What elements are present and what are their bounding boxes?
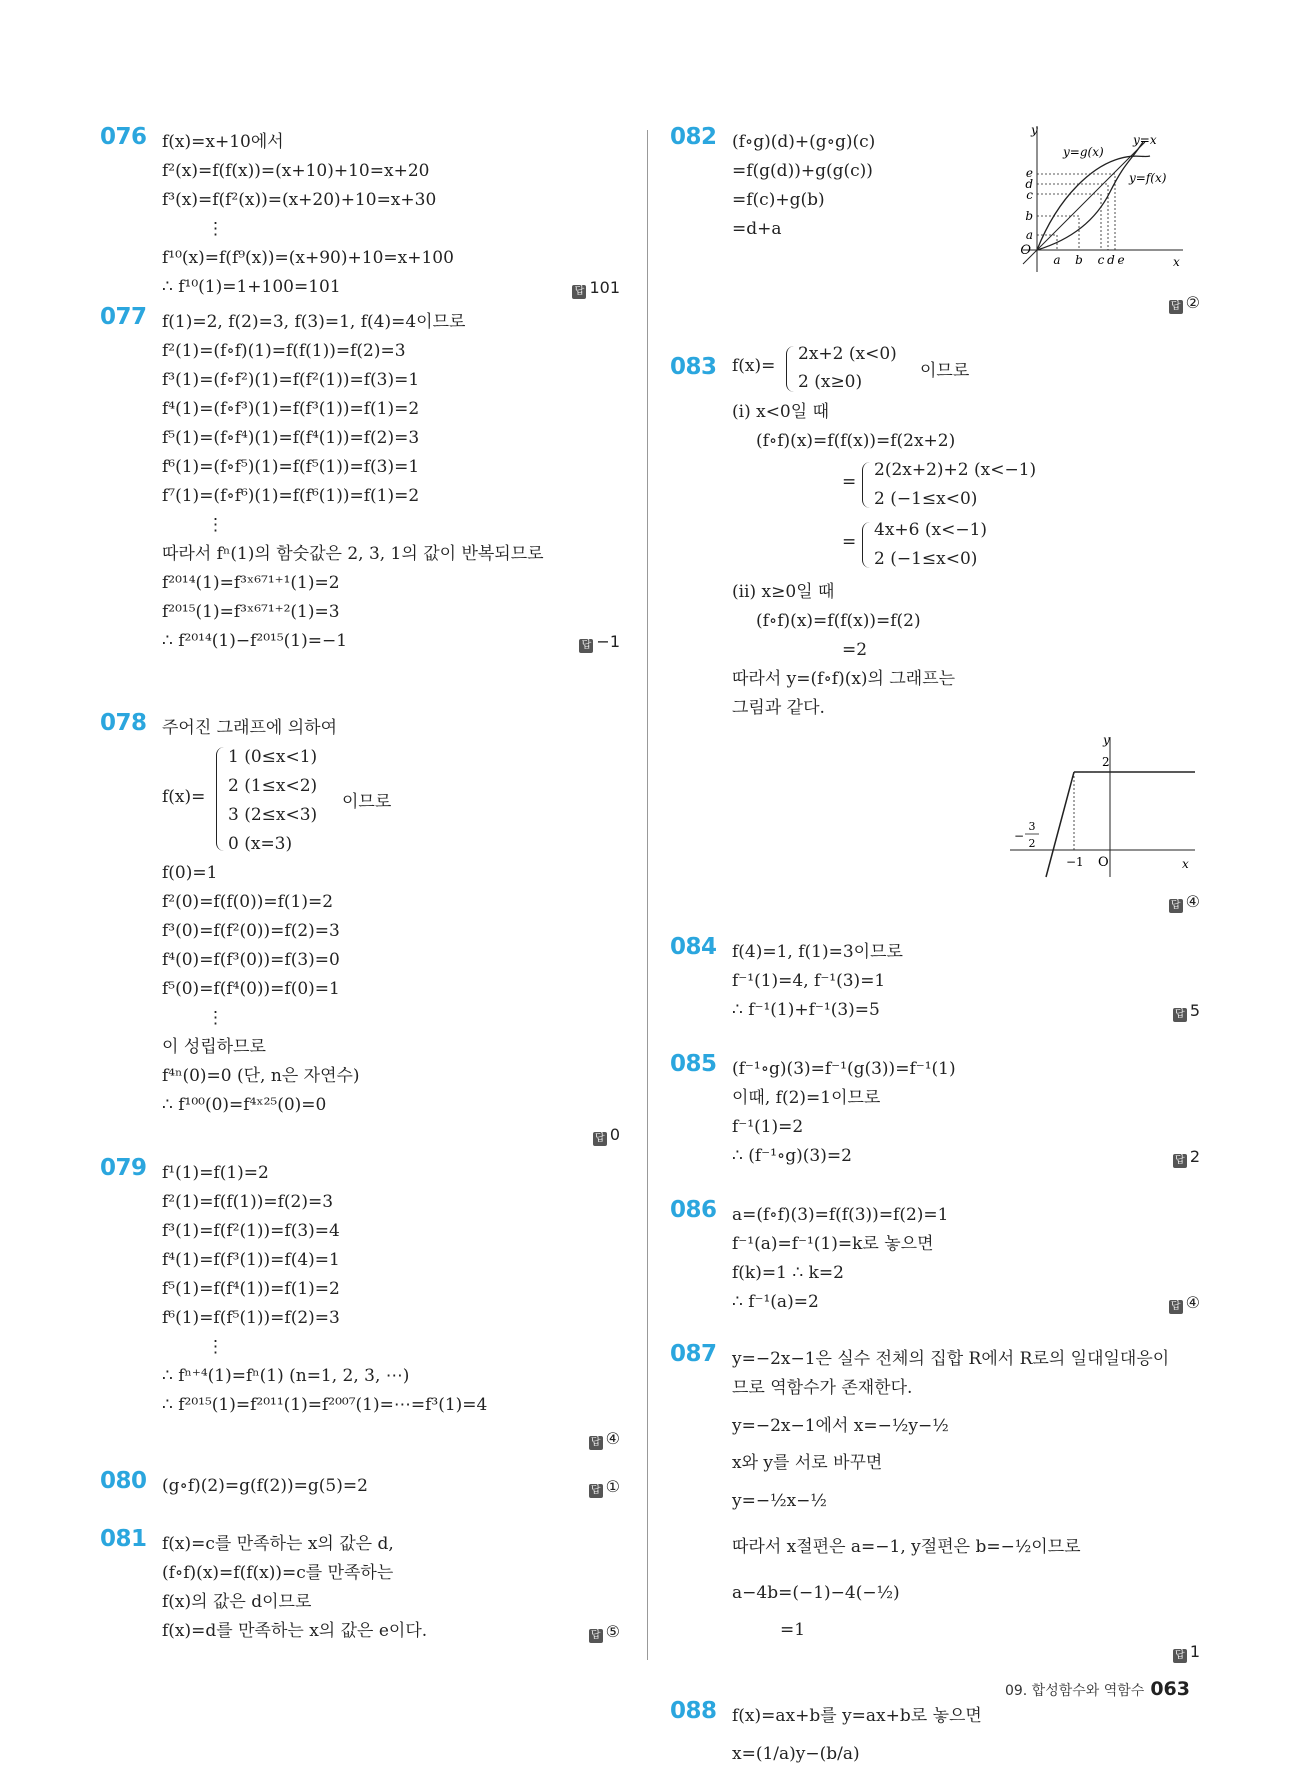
solution-line: ∴ f²⁰¹⁵(1)=f²⁰¹¹(1)=f²⁰⁰⁷(1)=⋯=f³(1)=4 <box>162 1395 488 1415</box>
problem-number: 087 <box>670 1341 717 1367</box>
curve-label-y-eq-x: y=x <box>1133 133 1157 147</box>
column-divider <box>647 130 648 1660</box>
solution-line: f²(1)=(f∘f)(1)=f(f(1))=f(2)=3 <box>162 341 406 361</box>
origin-label: O <box>1020 243 1031 258</box>
solution-line: f²(1)=f(f(1))=f(2)=3 <box>162 1192 334 1212</box>
solution-line: f³(1)=(f∘f²)(1)=f(f²(1))=f(3)=1 <box>162 370 420 390</box>
solution-line: =f(g(d))+g(g(c)) <box>732 161 873 181</box>
problem-number: 083 <box>670 354 717 380</box>
solution-line: f⁵(0)=f(f⁴(0))=f(0)=1 <box>162 979 340 999</box>
solution-line: 므로 역함수가 존재한다. <box>732 1378 913 1398</box>
y-tick-d: d <box>1025 177 1033 191</box>
answer-label: 답 2 <box>1173 1142 1200 1171</box>
y-tick-c: c <box>1026 188 1033 202</box>
solution-line: =f(c)+g(b) <box>732 190 825 210</box>
solution-line: f(x)=x+10에서 <box>162 132 284 152</box>
solution-line: ∴ f¹⁰(1)=1+100=101 <box>162 277 341 297</box>
answer-icon: 답 <box>579 639 593 653</box>
piecewise-1: = 2(2x+2)+2 (x<−1) 2 (−1≤x<0) <box>842 460 1037 509</box>
curve-label-g: y=g(x) <box>1063 145 1104 159</box>
solution-line: y=−2x−1에서 x=−½y−½ <box>732 1416 949 1436</box>
answer-label: 답 101 <box>572 273 620 302</box>
solution-line: f³(0)=f(f²(0))=f(2)=3 <box>162 921 340 941</box>
answer-label: 답 ① <box>589 1472 620 1501</box>
x-tick-e: e <box>1117 253 1125 267</box>
solution-line: (f⁻¹∘g)(3)=f⁻¹(g(3))=f⁻¹(1) <box>732 1059 956 1079</box>
solution-line: f²⁰¹⁵(1)=f³ˣ⁶⁷¹⁺²(1)=3 <box>162 602 340 622</box>
solution-line: f⁴(0)=f(f³(0))=f(3)=0 <box>162 950 340 970</box>
case-title: (ⅱ) x≥0일 때 <box>732 582 835 602</box>
solution-line: 따라서 x절편은 a=−1, y절편은 b=−½이므로 <box>732 1537 1081 1557</box>
chapter-title: 09. 합성함수와 역함수 <box>1004 1683 1145 1699</box>
solution-line: f⁷(1)=(f∘f⁶)(1)=f(f⁶(1))=f(1)=2 <box>162 486 420 506</box>
x-axis-label: x <box>1173 255 1180 269</box>
brace <box>786 346 795 392</box>
solution-line: f(1)=2, f(2)=3, f(3)=1, f(4)=4이므로 <box>162 312 466 332</box>
answer-icon: 답 <box>589 1484 603 1498</box>
answer-icon: 답 <box>572 285 586 299</box>
solution-line: 이때, f(2)=1이므로 <box>732 1088 881 1108</box>
piecewise-f: f(x)= 2x+2 (x<0) 2 (x≥0) 이므로 <box>732 342 1200 398</box>
solution-line: f²(x)=f(f(x))=(x+10)+10=x+20 <box>162 161 430 181</box>
solution-line: ⋮ <box>207 1337 224 1357</box>
solution-line: ∴ (f⁻¹∘g)(3)=2 <box>732 1146 852 1166</box>
answer-label: 답 ⑤ <box>589 1617 620 1646</box>
case-title: (ⅰ) x<0일 때 <box>732 402 830 422</box>
frac-num: 3 <box>1028 820 1036 833</box>
solution-line: ⋮ <box>207 219 224 239</box>
answer-icon: 답 <box>1173 1649 1187 1663</box>
answer-icon: 답 <box>1173 1154 1187 1168</box>
solution-line: ⋮ <box>207 515 224 535</box>
solution-line: ∴ f²⁰¹⁴(1)−f²⁰¹⁵(1)=−1 <box>162 631 348 651</box>
solution-line: y=−2x−1은 실수 전체의 집합 R에서 R로의 일대일대응이 <box>732 1349 1170 1369</box>
piecewise-f: f(x)= 1 (0≤x<1) 2 (1≤x<2) 3 (2≤x<3) 0 (x=3) 이므로 <box>162 743 620 859</box>
solution-line: f²⁰¹⁴(1)=f³ˣ⁶⁷¹⁺¹(1)=2 <box>162 573 340 593</box>
frac-den: 2 <box>1028 837 1036 850</box>
y-level-label: 2 <box>1102 755 1110 769</box>
solution-line: x와 y를 서로 바꾸면 <box>732 1453 883 1473</box>
solution-line: f²(0)=f(f(0))=f(1)=2 <box>162 892 334 912</box>
x-axis-label: x <box>1182 857 1189 871</box>
problem-number: 079 <box>100 1155 147 1181</box>
answer-icon: 답 <box>589 1629 603 1643</box>
y-tick-a: a <box>1025 228 1033 242</box>
solution-line: f(x)의 값은 d이므로 <box>162 1592 312 1612</box>
piecewise-2: = 4x+6 (x<−1) 2 (−1≤x<0) <box>842 520 988 569</box>
solution-line: ∴ f¹⁰⁰(0)=f⁴ˣ²⁵(0)=0 <box>162 1095 327 1115</box>
solution-line: 따라서 y=(f∘f)(x)의 그래프는 <box>732 669 956 689</box>
problem-number: 086 <box>670 1197 717 1223</box>
y-tick-e: e <box>1025 166 1033 180</box>
solution-line: 따라서 fⁿ(1)의 함숫값은 2, 3, 1의 값이 반복되므로 <box>162 544 544 564</box>
solution-line: f(x)=d를 만족하는 x의 값은 e이다. <box>162 1621 428 1641</box>
solution-line: f³(x)=f(f²(x))=(x+20)+10=x+30 <box>162 190 437 210</box>
curve-label-f: y=f(x) <box>1129 171 1167 185</box>
y-tick-b: b <box>1025 209 1033 223</box>
solution-line: f(x)=ax+b를 y=ax+b로 놓으면 <box>732 1706 982 1726</box>
solution-line: ∴ f⁻¹(1)+f⁻¹(3)=5 <box>732 1000 880 1020</box>
problem-number: 082 <box>670 124 717 150</box>
answer-label: 답 ④ <box>1169 887 1200 916</box>
answer-label: 답 −1 <box>579 627 620 656</box>
solution-line: f(4)=1, f(1)=3이므로 <box>732 942 903 962</box>
x-tick-d: d <box>1107 253 1115 267</box>
origin-label: O <box>1098 855 1109 870</box>
problem-number: 085 <box>670 1051 717 1077</box>
answer-label: 답 ② <box>1169 288 1200 317</box>
y-axis-label: y <box>1031 123 1038 137</box>
solution-line: ∴ f⁻¹(a)=2 <box>732 1292 819 1312</box>
solution-line: (f∘g)(d)+(g∘g)(c) <box>732 132 876 152</box>
answer-label: 답 5 <box>1173 996 1200 1025</box>
answer-icon: 답 <box>1169 1300 1183 1314</box>
solution-line: f⁴ⁿ(0)=0 (단, n은 자연수) <box>162 1066 360 1086</box>
answer-label: 답 ④ <box>1169 1288 1200 1317</box>
x-tick-a: a <box>1053 253 1061 267</box>
solution-line: f⁴(1)=f(f³(1))=f(4)=1 <box>162 1250 340 1270</box>
solution-line: f⁶(1)=(f∘f⁵)(1)=f(f⁵(1))=f(3)=1 <box>162 457 420 477</box>
problem-number: 078 <box>100 710 147 736</box>
solution-line: 그림과 같다. <box>732 698 825 718</box>
x-tick-neg1: −1 <box>1066 855 1084 869</box>
x-tick-c: c <box>1097 253 1105 267</box>
solution-line: (f∘f)(x)=f(f(x))=c를 만족하는 <box>162 1563 394 1583</box>
problem-number: 084 <box>670 934 717 960</box>
solution-line: (f∘f)(x)=f(f(x))=f(2) <box>756 611 921 631</box>
solution-line: 이 성립하므로 <box>162 1037 266 1057</box>
brace <box>216 747 225 851</box>
problem-number: 081 <box>100 1526 147 1552</box>
answer-icon: 답 <box>593 1132 607 1146</box>
solution-line: f⁶(1)=f(f⁵(1))=f(2)=3 <box>162 1308 340 1328</box>
solution-line: f⁵(1)=(f∘f⁴)(1)=f(f⁴(1))=f(2)=3 <box>162 428 420 448</box>
solution-line: 주어진 그래프에 의하여 <box>162 718 338 738</box>
solution-line: f⁻¹(1)=2 <box>732 1117 804 1137</box>
solution-line: f(0)=1 <box>162 863 218 883</box>
problem-number: 076 <box>100 124 147 150</box>
solution-line: f⁻¹(1)=4, f⁻¹(3)=1 <box>732 971 886 991</box>
solution-line: f(x)=c를 만족하는 x의 값은 d, <box>162 1534 394 1554</box>
solution-line: f¹(1)=f(1)=2 <box>162 1163 269 1183</box>
solution-line: f⁻¹(a)=f⁻¹(1)=k로 놓으면 <box>732 1234 934 1254</box>
solution-line: f(k)=1 ∴ k=2 <box>732 1263 844 1283</box>
answer-icon: 답 <box>1169 300 1183 314</box>
solution-line: ∴ fⁿ⁺⁴(1)=fⁿ(1) (n=1, 2, 3, ⋯) <box>162 1366 410 1386</box>
solution-line: ⋮ <box>207 1008 224 1028</box>
solution-line: f¹⁰(x)=f(f⁹(x))=(x+90)+10=x+100 <box>162 248 454 268</box>
solution-line: =1 <box>780 1620 806 1640</box>
solution-line: a=(f∘f)(3)=f(f(3))=f(2)=1 <box>732 1205 949 1225</box>
solution-line: f⁵(1)=f(f⁴(1))=f(1)=2 <box>162 1279 340 1299</box>
answer-label: 답 1 <box>1173 1637 1200 1666</box>
graph-083 <box>1010 732 1200 882</box>
page-number: 063 <box>1150 1678 1190 1700</box>
solution-line: (g∘f)(2)=g(f(2))=g(5)=2 <box>162 1476 368 1496</box>
case-list: 2x+2 (x<0) 2 (x≥0) <box>798 344 897 392</box>
problem-number: 077 <box>100 304 147 330</box>
answer-icon: 답 <box>1169 899 1183 913</box>
page-footer <box>1005 1678 1190 1700</box>
solution-line: f⁴(1)=(f∘f³)(1)=f(f³(1))=f(1)=2 <box>162 399 420 419</box>
y-axis-label: y <box>1103 733 1110 747</box>
case-list: 1 (0≤x<1) 2 (1≤x<2) 3 (2≤x<3) 0 (x=3) <box>228 747 318 854</box>
answer-label: 답 ④ <box>589 1424 620 1453</box>
solution-line: f³(1)=f(f²(1))=f(3)=4 <box>162 1221 340 1241</box>
x-tick-b: b <box>1075 253 1083 267</box>
answer-label: 답 0 <box>593 1120 620 1149</box>
solution-line: =2 <box>842 640 868 660</box>
problem-number: 080 <box>100 1468 147 1494</box>
problem-number: 088 <box>670 1698 717 1724</box>
solution-line: x=(1/a)y−(b/a) <box>732 1744 860 1764</box>
answer-icon: 답 <box>589 1436 603 1450</box>
solution-line: =d+a <box>732 219 782 239</box>
solution-line: (f∘f)(x)=f(f(x))=f(2x+2) <box>756 431 956 451</box>
answer-icon: 답 <box>1173 1008 1187 1022</box>
frac-sign: − <box>1014 829 1025 843</box>
line-y-eq-x <box>1023 142 1145 264</box>
solution-line: a−4b=(−1)−4(−½) <box>732 1583 900 1603</box>
solution-line: y=−½x−½ <box>732 1491 827 1511</box>
graph-082 <box>1015 122 1190 282</box>
